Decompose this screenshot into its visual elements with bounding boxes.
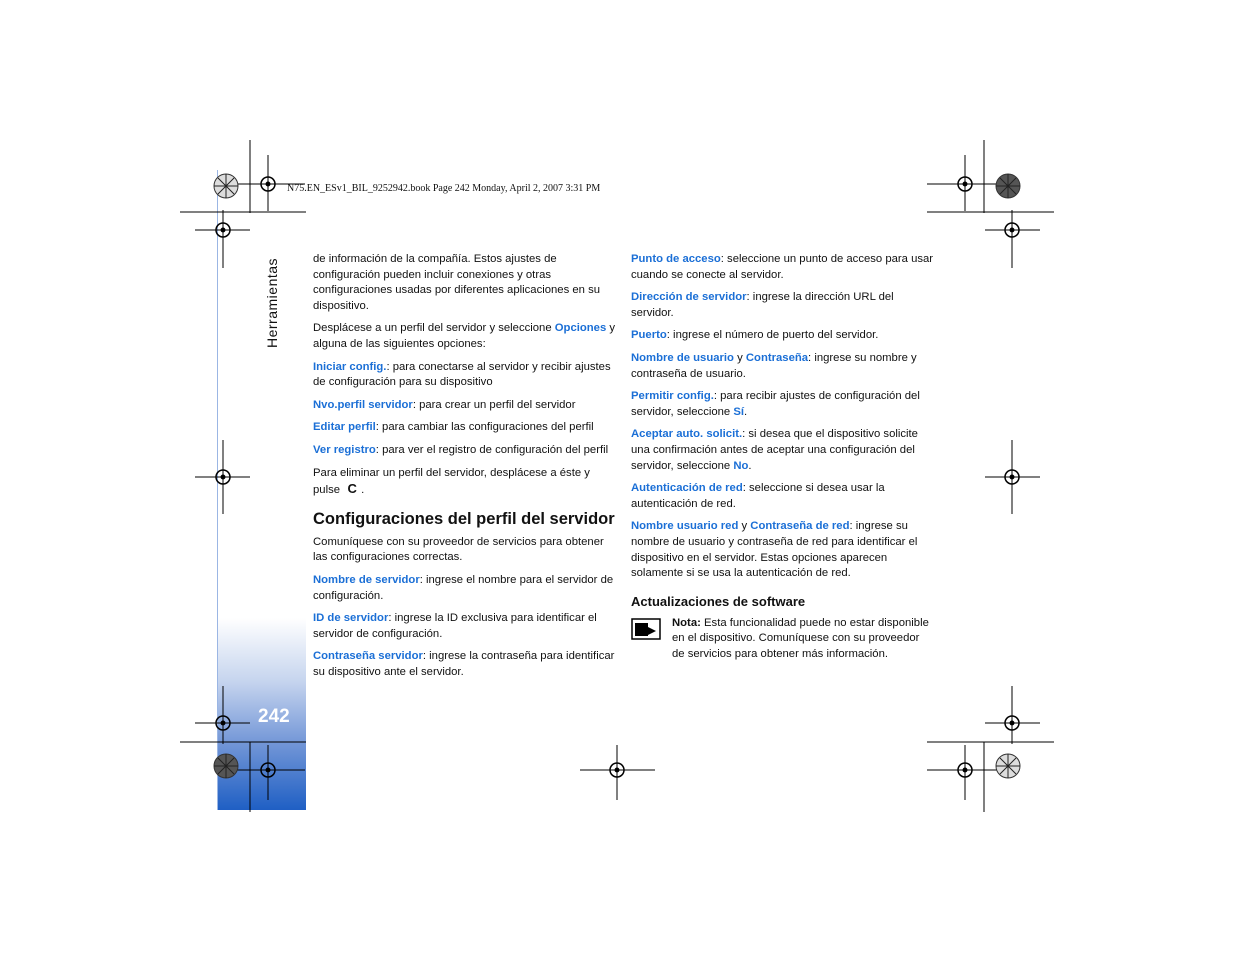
menu-value: Sí (733, 405, 745, 418)
paragraph (313, 321, 616, 352)
text: : si desea que el dispositivo solicite una confirmación antes de aceptar una configuración del servidor, seleccione (631, 428, 918, 472)
menu-term: Dirección de servidor (631, 291, 747, 304)
menu-term: Editar perfil (313, 421, 376, 434)
text: : para ver el registro de configuración del perfil (375, 443, 609, 456)
text: : ingrese el nombre para el servidor de configuración. (313, 573, 614, 602)
menu-term: Permitir config. (631, 390, 714, 403)
paragraph: Comuníquese con su proveedor de servicios para obtener las configuraciones correctas. (313, 535, 604, 564)
menu-term: Contraseña de red (750, 520, 850, 533)
menu-term: Nombre usuario red (631, 520, 739, 533)
option-item (631, 252, 934, 283)
clear-key-icon: C (347, 481, 357, 497)
text: : ingrese el número de puerto del servidor. (666, 329, 879, 342)
menu-term: Iniciar config. (313, 360, 387, 373)
option-item (313, 420, 616, 436)
menu-value: No (733, 459, 749, 472)
option-item (631, 519, 934, 581)
text: : ingrese su nombre de usuario y contraseña de red para identificar el dispositivo en el servidor. Estas opciones aparecen solamente si se usa la autenticación de red. (631, 520, 918, 580)
menu-term: Contraseña (745, 351, 809, 364)
menu-term: Nombre de servidor (313, 573, 420, 586)
text: : ingrese la dirección URL del servidor. (631, 291, 894, 319)
menu-term: Punto de acceso (631, 253, 721, 265)
paragraph (313, 466, 616, 499)
text: : ingrese la contraseña para identificar su dispositivo ante el servidor. (313, 650, 615, 678)
option-item (313, 649, 616, 680)
page-number: 242 (258, 706, 290, 727)
option-item (631, 389, 934, 420)
text: y (738, 520, 751, 533)
menu-term: Nvo.perfil servidor (313, 398, 413, 411)
text: : ingrese su nombre y contraseña de usuario. (631, 351, 917, 380)
option-item (631, 427, 934, 474)
text: y (733, 351, 746, 364)
right-column (631, 252, 934, 662)
section-title: Herramientas (264, 257, 280, 348)
text: : para recibir ajustes de configuración del servidor, seleccione (631, 390, 920, 418)
text: Esta funcionalidad puede no estar disponible en el dispositivo. Comuníquese con su proveedor de servicios para obtener más información. (672, 616, 929, 660)
menu-term: Opciones (554, 322, 607, 335)
text: y alguna de las siguientes opciones: (313, 322, 616, 350)
print-header: N75.EN_ESv1_BIL_9252942.book Page 242 Monday, April 2, 2007 3:31 PM (287, 183, 601, 194)
text: : seleccione un punto de acceso para usar cuando se conecte al servidor. (631, 253, 934, 281)
text: Desplácese a un perfil del servidor y seleccione (313, 322, 555, 335)
menu-term: Contraseña servidor (313, 650, 423, 663)
option-item (313, 443, 616, 459)
option-item (313, 611, 616, 642)
text: Para eliminar un perfil del servidor, desplácese a éste y pulse (313, 466, 590, 497)
option-item (313, 360, 616, 391)
menu-term: Aceptar auto. solicit. (631, 428, 743, 441)
text: : para crear un perfil del servidor (412, 398, 576, 411)
menu-term: Autenticación de red (631, 482, 743, 495)
text: : para cambiar las configuraciones del perfil (375, 421, 594, 434)
option-item (313, 398, 616, 414)
text: : ingrese la ID exclusiva para identificar el servidor de configuración. (313, 612, 597, 640)
option-item (631, 290, 934, 321)
option-item (631, 328, 934, 344)
option-item (631, 481, 934, 512)
left-column (313, 252, 616, 687)
text: : seleccione si desea usar la autenticación de red. (631, 482, 885, 510)
paragraph: de información de la compañía. Estos ajustes de configuración pueden incluir conexiones y otras configuraciones usadas por diferentes aplicaciones en su dispositivo. (313, 253, 600, 312)
menu-term: ID de servidor (313, 612, 389, 625)
text: : para conectarse al servidor y recibir ajustes de configuración para su dispositivo (313, 360, 611, 389)
option-item (313, 573, 616, 604)
subsection-heading: Actualizaciones de software (631, 593, 806, 609)
note-box (631, 616, 934, 663)
text: . (748, 459, 752, 472)
note-label: Nota: (672, 616, 701, 629)
text: . (744, 405, 748, 418)
note-text (672, 616, 934, 663)
menu-term: Ver registro (313, 443, 376, 456)
menu-term: Nombre de usuario (631, 351, 734, 364)
section-heading: Configuraciones del perfil del servidor (313, 509, 615, 528)
menu-term: Puerto (631, 329, 667, 342)
text: . (361, 484, 365, 497)
note-hand-icon (631, 618, 661, 640)
option-item (631, 351, 934, 382)
